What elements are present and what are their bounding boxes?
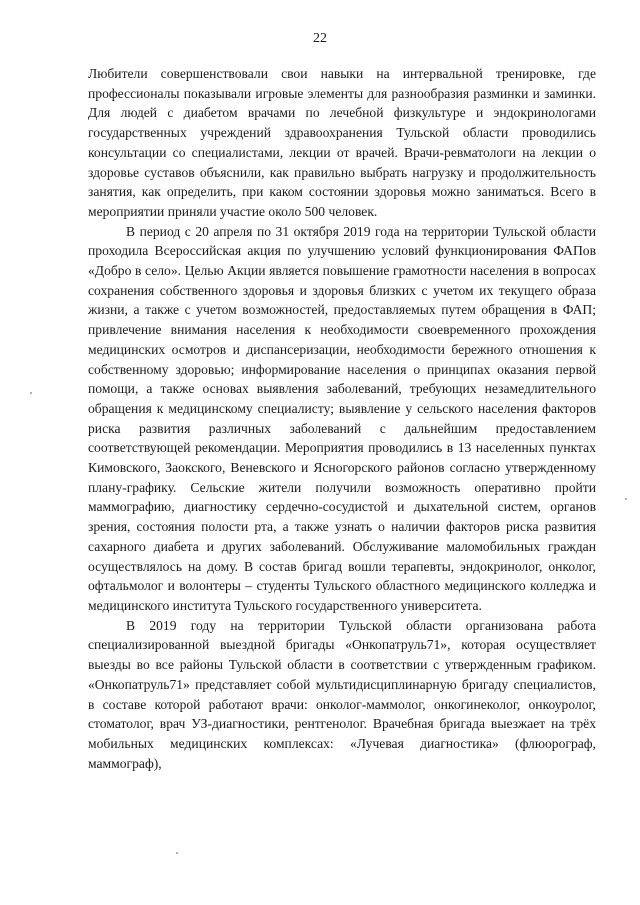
paragraph-continuation: Любители совершенствовали свои навыки на интервальной тренировке, где профессионалы показывали игровые элементы для разнообразия разминки и заминки. Для людей с диабетом врачами по лечебной физкультуре и эндокринологами государственных учреждений здравоохранения Тульской области проводились консультации со специалистами, лекции от врачей. Врачи-ревматологи на лекции о здоровье суставов объяснили, как правильно выбрать нагрузку и продолжительность занятия, как определить, при каком состоянии здоровья можно заниматься. Всего в мероприятии приняли участие около 500 человек. [88,66,596,219]
paragraph-dobro-v-selo: В период с 20 апреля по 31 октября 2019 года на территории Тульской области проходила Всероссийская акция по улучшению условий функционирования ФАПов «Добро в село». Целью Акции является повышение грамотности населения в вопросах сохранения собственного здоровья и здоровья близких с учетом их текущего образа жизни, а также с учетом возможностей, предоставляемых путем обращения в ФАП; привлечение внимания населения к необходимости своевременного прохождения медицинских осмотров и диспансеризации, необходимости бережного отношения к собственному здоровью; информирование населения о принципах оказания первой помощи, а также основах выявления заболеваний, требующих незамедлительного обращения к медицинскому специалисту; выявление у сельского населения факторов риска развития различных заболеваний с дальнейшим предоставлением соответствующей рекомендации. Мероприятия проводились в 13 населенных пунктах Кимовского, Заокского, Веневского и Ясногорского районов согласно утвержденному плану-графику. Сельские жители получили возможность оперативно пройти маммографию, диагностику сердечно-сосудистой и дыхательной систем, органов зрения, состояния полости рта, а также узнать о наличии факторов риска развития сахарного диабета и других заболеваний. Обслуживание маломобильных граждан осуществлялось на дому. В состав бригад вошли терапевты, эндокринолог, онколог, офтальмолог и волонтеры – студенты Тульского областного медицинского колледжа и медицинского института Тульского государственного университета. [88,223,596,613]
scan-speck [625,498,627,500]
paragraph-onkopatrul: В 2019 году на территории Тульской области организована работа специализированной выездной бригады «Онкопатруль71», которая осуществляет выезды во все районы Тульской области в соответствии с утвержденным графиком. «Онкопатруль71» представляет собой мультидисциплинарную бригаду специалистов, в составе которой работают врачи: онколог-маммолог, онкогинеколог, онкоуролог, стоматолог, врач УЗ-диагностики, рентгенолог. Врачебная бригада выезжает на трёх мобильных медицинских комплексах: «Лучевая диагностика» (флюорограф, маммограф), [88,617,596,771]
document-body [88,64,596,773]
scan-speck [30,392,32,394]
page-number: 22 [313,31,327,46]
scan-speck [176,852,178,854]
